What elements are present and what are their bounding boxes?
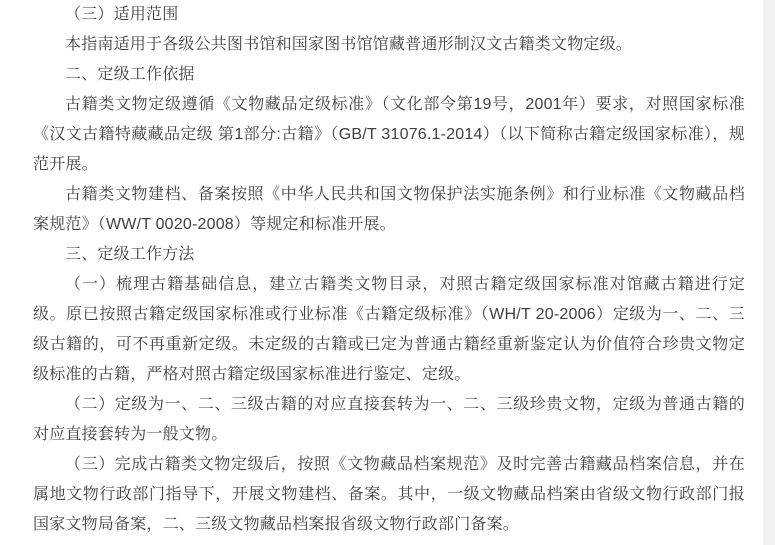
paragraph: （二）定级为一、二、三级古籍的对应直接套转为一、二、三级珍贵文物，定级为普通古籍的对应直接套转为一般文物。 — [33, 396, 745, 443]
paragraph: 本指南适用于各级公共图书馆和国家图书馆馆藏普通形制汉文古籍类文物定级。 — [65, 36, 633, 53]
section-heading: 三、定级工作方法 — [65, 246, 195, 263]
page-right-gutter — [763, 0, 775, 545]
paragraph: （三）完成古籍类文物定级后，按照《文物藏品档案规范》及时完善古籍藏品档案信息，并在属地文物行政部门指导下，开展文物建档、备案。其中，一级文物藏品档案由省级文物行政部门报国家文物局备案，二、三级文物藏品档案报省级文物行政部门备案。 — [33, 456, 745, 533]
paragraph: 古籍类文物定级遵循《文物藏品定级标准》（文化部令第19号，2001年）要求，对照国家标准《汉文古籍特藏藏品定级 第1部分:古籍》（GB/T 31076.1-2014）（以下简称古籍定级国家标准），规范开展。 — [33, 96, 745, 173]
paragraph: 古籍类文物建档、备案按照《中华人民共和国文物保护法实施条例》和行业标准《文物藏品档案规范》（WW/T 0020-2008）等规定和标准开展。 — [33, 186, 745, 233]
paragraph: （一）梳理古籍基础信息，建立古籍类文物目录，对照古籍定级国家标准对馆藏古籍进行定级。原已按照古籍定级国家标准或行业标准《古籍定级标准》（WH/T 20-2006）定级为一、二、三级古籍的，可不再重新定级。未定级的古籍或已定为普通古籍经重新鉴定认为价值符合珍贵文物定级标准的古籍，严格对照古籍定级国家标准进行鉴定、定级。 — [33, 276, 745, 383]
section-heading: （三）适用范围 — [65, 6, 179, 23]
document-content — [33, 0, 745, 540]
section-heading: 二、定级工作依据 — [65, 66, 195, 83]
